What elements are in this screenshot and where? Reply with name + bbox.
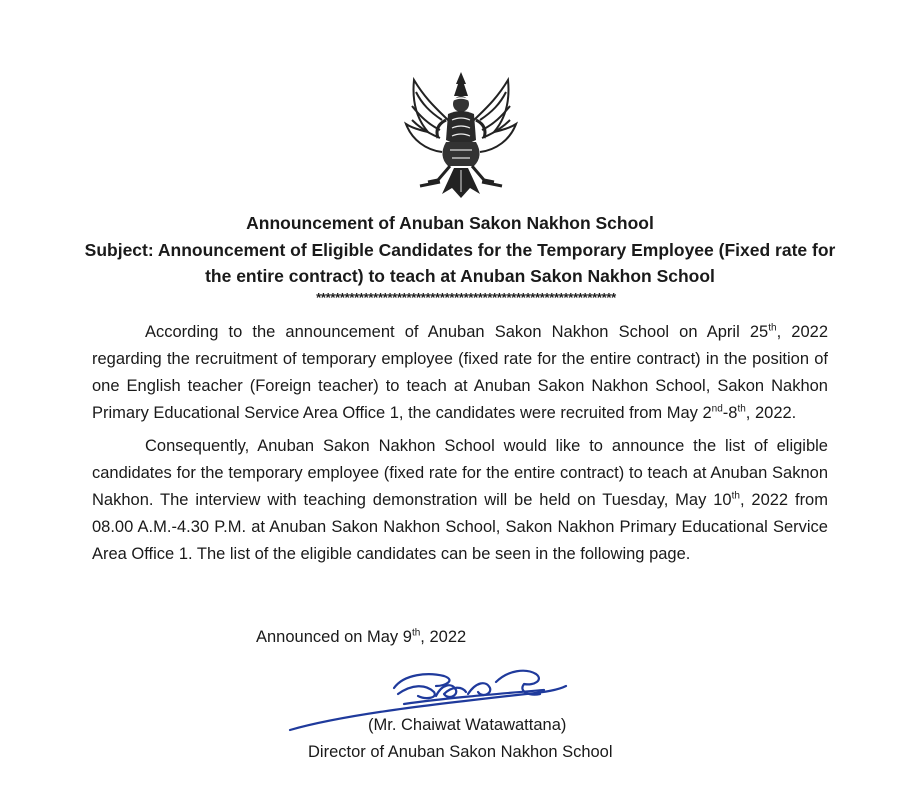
paragraph-text: , 2022.: [745, 404, 797, 422]
signer-title: Director of Anuban Sakon Nakhon School: [308, 743, 613, 761]
paragraph-interview: [92, 433, 828, 568]
separator-line: ***************************************************************: [316, 290, 616, 305]
paragraph-text: , 2022 regarding the recruitment of temporary employee (fixed rate for the entire contract) in the position of one English teacher (Foreign teacher) to teach at Anuban Sakon Nakhon School, Sakon Nakhon Primary Educational Service Area Office 1, the candidates were recruited from May 2: [92, 323, 828, 422]
paragraph-text: -8: [722, 404, 738, 422]
ordinal-suffix: th: [731, 490, 740, 502]
announced-date: [256, 628, 466, 647]
signer-name: (Mr. Chaiwat Watawattana): [368, 716, 567, 734]
ordinal-suffix: nd: [711, 403, 723, 415]
ordinal-suffix: th: [737, 403, 746, 415]
garuda-emblem-icon: [398, 70, 524, 198]
paragraph-recruitment: [92, 319, 828, 427]
ordinal-suffix: th: [411, 627, 421, 639]
paragraph-text: , 2022 from 08.00 A.M.-4.30 P.M. at Anuban Sakon Nakhon School, Sakon Nakhon Primary Educational Service Area Office 1. The list of the eligible candidates can be seen in the following page.: [92, 491, 828, 563]
announcement-subject: Subject: Announcement of Eligible Candidates for the Temporary Employee (Fixed rate for the entire contract) to teach at Anuban Sakon Nakhon School: [84, 240, 836, 286]
announcement-title: Announcement of Anuban Sakon Nakhon School: [246, 213, 654, 233]
paragraph-text: According to the announcement of Anuban Sakon Nakhon School on April 25: [145, 323, 769, 341]
announced-text: Announced on May 9: [256, 628, 412, 646]
ordinal-suffix: th: [768, 322, 777, 334]
announced-year: , 2022: [420, 628, 467, 646]
paragraph-text: Consequently, Anuban Sakon Nakhon School would like to announce the list of eligible candidates for the temporary employee (fixed rate for the entire contract) to teach at Anuban Saknon Nakhon. The interview with teaching demonstration will be held on Tuesday, May 10: [92, 437, 828, 509]
